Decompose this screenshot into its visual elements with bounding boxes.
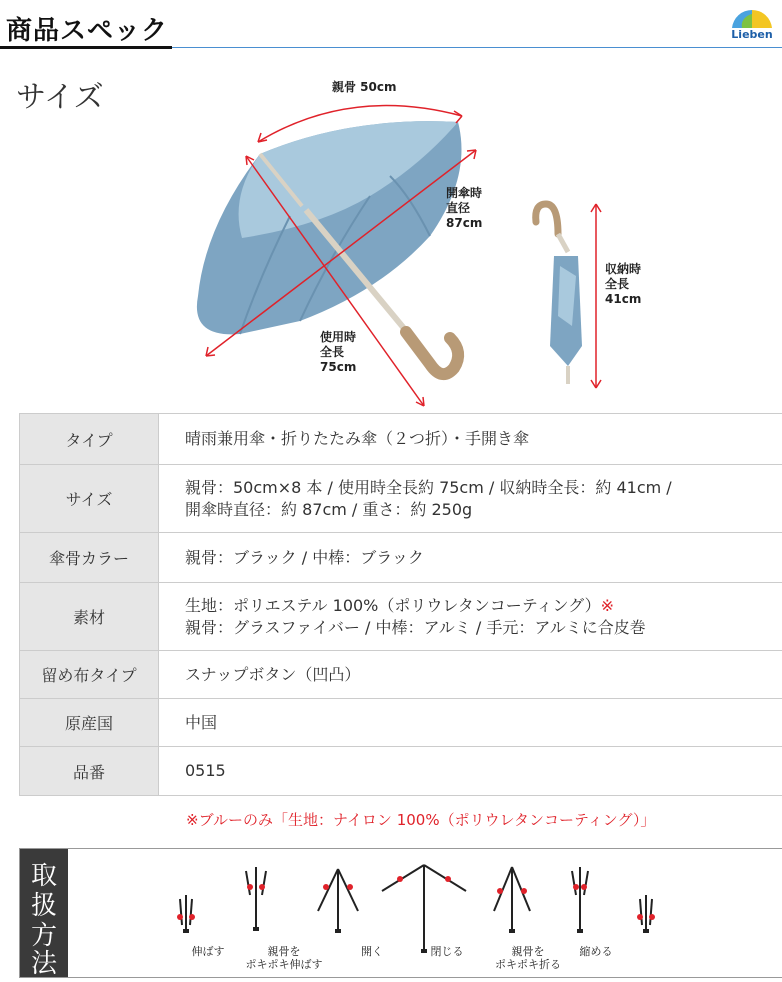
table-row — [20, 414, 782, 465]
care-side-label — [20, 849, 68, 977]
table-row — [20, 465, 782, 533]
row-label: タイプ — [20, 414, 159, 465]
spec-table — [19, 413, 782, 796]
row-value-line2: 開傘時直径：約 87cm / 重さ：約 250g — [185, 499, 473, 519]
row-value — [159, 465, 782, 533]
umbrella-size-diagram — [180, 76, 642, 410]
title-underline — [0, 46, 172, 49]
table-row — [20, 747, 782, 796]
table-row — [20, 699, 782, 747]
row-value: スナップボタン（凹凸） — [159, 651, 782, 699]
care-instructions — [19, 848, 782, 978]
step-extend-ribs-label: 親骨を ポキポキ伸ばす — [245, 945, 323, 971]
step-extend-label: 伸ばす — [191, 945, 225, 958]
rib-length-label: 親骨 50cm — [332, 80, 397, 94]
row-value: 晴雨兼用傘・折りたたみ傘（２つ折）・手開き傘 — [159, 414, 782, 465]
row-label: 素材 — [20, 583, 159, 651]
brand-logo-text: Lieben — [731, 28, 773, 41]
length-in-use-label: 使用時 全長 75cm — [320, 330, 357, 374]
row-label: 留め布タイプ — [20, 651, 159, 699]
step-fold-ribs-label: 親骨を ポキポキ折る — [495, 945, 561, 971]
step-shrink-label: 縮める — [579, 945, 613, 958]
row-label: 原産国 — [20, 699, 159, 747]
row-value-line2: 親骨：グラスファイバー / 中棒：アルミ / 手元：アルミに合皮巻 — [185, 617, 646, 637]
care-side-char: 方 — [30, 921, 57, 951]
care-side-char: 扱 — [30, 891, 57, 921]
row-value: 0515 — [159, 747, 782, 796]
open-diameter-label: 開傘時 直径 87cm — [446, 186, 483, 230]
brand-logo — [728, 8, 776, 44]
umbrella-illustration-icon — [180, 76, 610, 410]
table-row — [20, 583, 782, 651]
row-label: 品番 — [20, 747, 159, 796]
row-label: サイズ — [20, 465, 159, 533]
material-fabric-text: 生地：ポリエステル 100%（ポリウレタンコーティング） — [185, 595, 601, 615]
table-row — [20, 651, 782, 699]
care-side-char: 取 — [30, 861, 57, 891]
header-rule — [172, 47, 782, 48]
stored-length-label: 収納時 全長 41cm — [605, 262, 642, 306]
row-value — [159, 583, 782, 651]
row-value-line1: 親骨：50cm×8 本 / 使用時全長約 75cm / 収納時全長：約 41cm / — [185, 477, 672, 497]
row-value: 親骨：ブラック / 中棒：ブラック — [159, 533, 782, 583]
page-title: 商品スペック — [6, 16, 169, 46]
umbrella-logo-icon — [728, 8, 776, 30]
row-value-line1 — [185, 595, 782, 617]
care-side-char: 法 — [30, 949, 57, 979]
size-heading: サイズ — [16, 80, 104, 115]
row-value: 中国 — [159, 699, 782, 747]
row-label: 傘骨カラー — [20, 533, 159, 583]
footnote-mark: ※ — [600, 595, 615, 615]
step-close-label: 閉じる — [430, 945, 464, 958]
table-row — [20, 533, 782, 583]
step-open-label: 開く — [361, 945, 383, 958]
material-footnote: ※ブルーのみ「生地：ナイロン 100%（ポリウレタンコーティング）」 — [186, 811, 656, 829]
page-header — [0, 0, 782, 52]
